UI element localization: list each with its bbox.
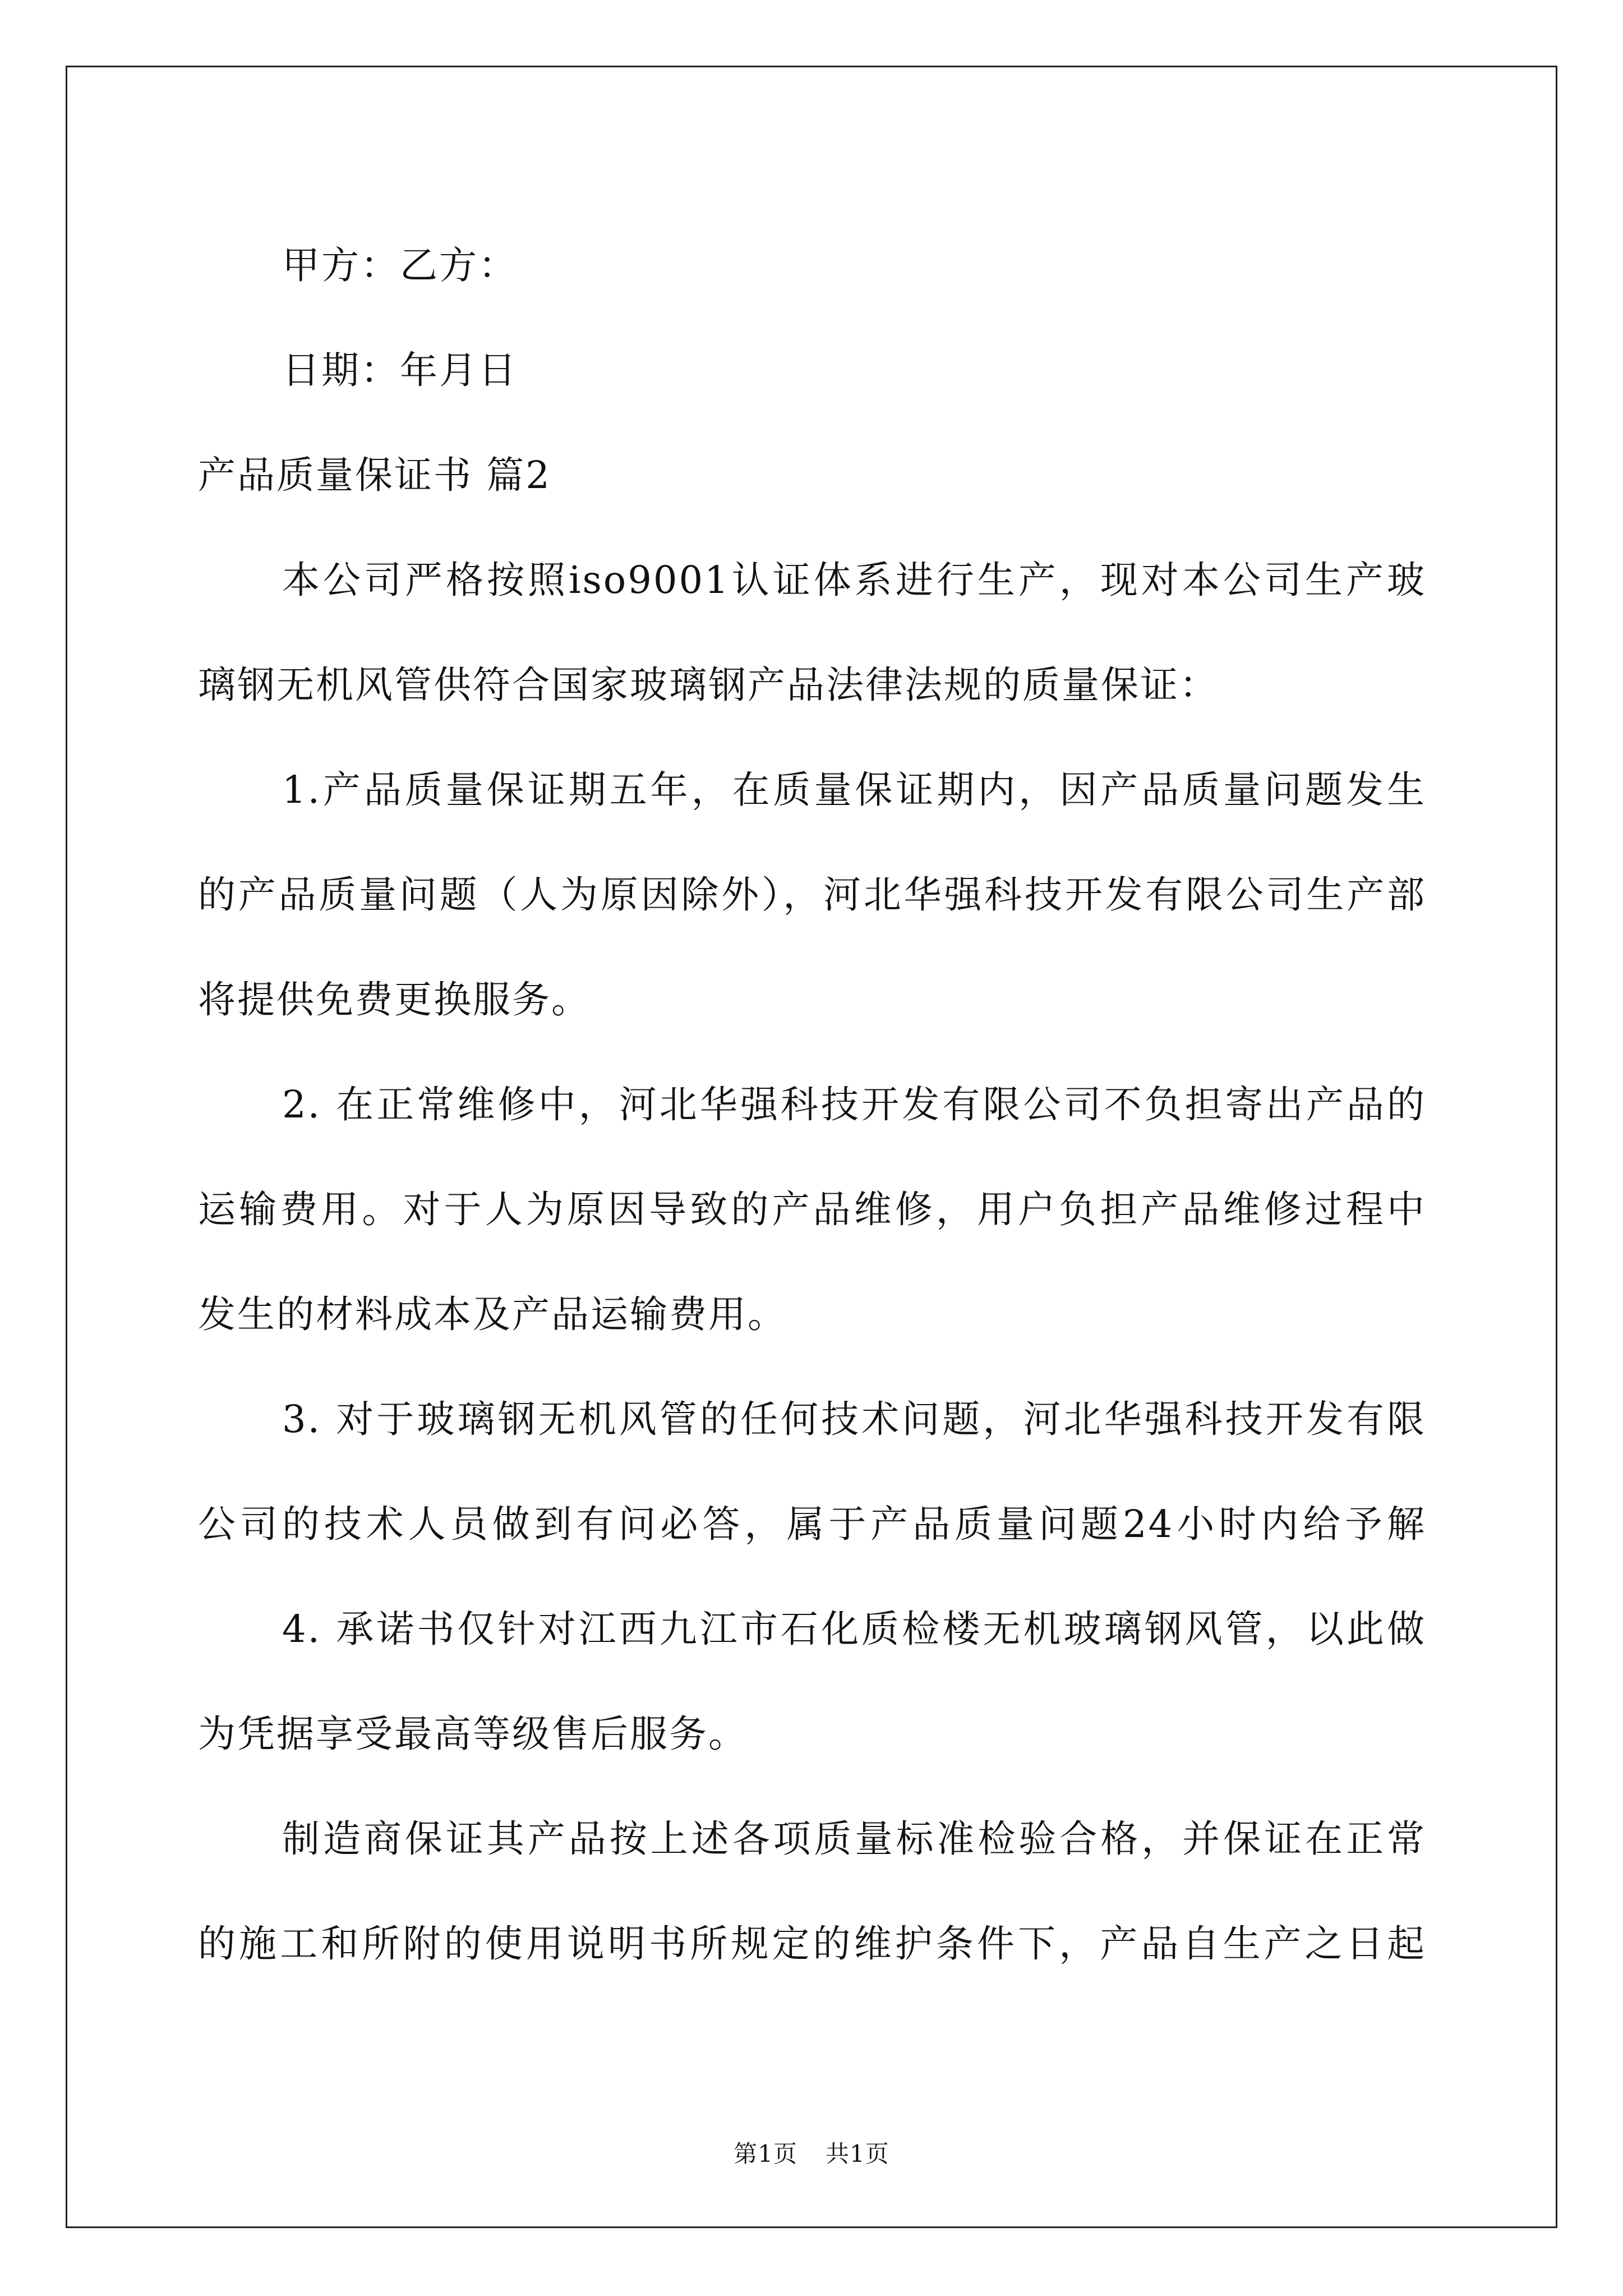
date-line: 日期：年月日 <box>282 348 518 392</box>
document-body <box>198 213 1426 1996</box>
section-heading: 产品质量保证书 篇2 <box>198 453 551 497</box>
item-2-line-3: 发生的材料成本及产品运输费用。 <box>198 1292 787 1336</box>
item-4-line-1: 4. 承诺书仅针对江西九江市石化质检楼无机玻璃钢风管，以此做 <box>282 1607 1426 1651</box>
page-total: 共1页 <box>826 2140 889 2168</box>
closing-paragraph-line-1: 制造商保证其产品按上述各项质量标准检验合格，并保证在正常 <box>282 1817 1426 1861</box>
item-4-line-2: 为凭据享受最高等级售后服务。 <box>198 1712 748 1756</box>
item-1-line-3: 将提供免费更换服务。 <box>198 978 591 1022</box>
item-3-line-1: 3. 对于玻璃钢无机风管的任何技术问题，河北华强科技开发有限 <box>282 1397 1426 1441</box>
item-3-line-2: 公司的技术人员做到有问必答，属于产品质量问题24小时内给予解 <box>198 1502 1426 1546</box>
intro-paragraph-line-1: 本公司严格按照iso9001认证体系进行生产，现对本公司生产玻 <box>282 558 1426 602</box>
closing-paragraph-line-2: 的施工和所附的使用说明书所规定的维护条件下，产品自生产之日起 <box>198 1922 1426 1966</box>
page-number: 第1页 <box>734 2140 797 2168</box>
item-2-line-2: 运输费用。对于人为原因导致的产品维修，用户负担产品维修过程中 <box>198 1188 1426 1231</box>
item-2-line-1: 2. 在正常维修中，河北华强科技开发有限公司不负担寄出产品的 <box>282 1083 1426 1126</box>
signature-parties-line: 甲方：乙方： <box>282 243 518 287</box>
item-1-line-2: 的产品质量问题（人为原因除外），河北华强科技开发有限公司生产部 <box>198 873 1426 917</box>
item-1-line-1: 1.产品质量保证期五年，在质量保证期内，因产品质量问题发生 <box>282 768 1426 812</box>
intro-paragraph-line-2: 璃钢无机风管供符合国家玻璃钢产品法律法规的质量保证： <box>198 663 1219 707</box>
page-footer <box>0 2136 1623 2169</box>
